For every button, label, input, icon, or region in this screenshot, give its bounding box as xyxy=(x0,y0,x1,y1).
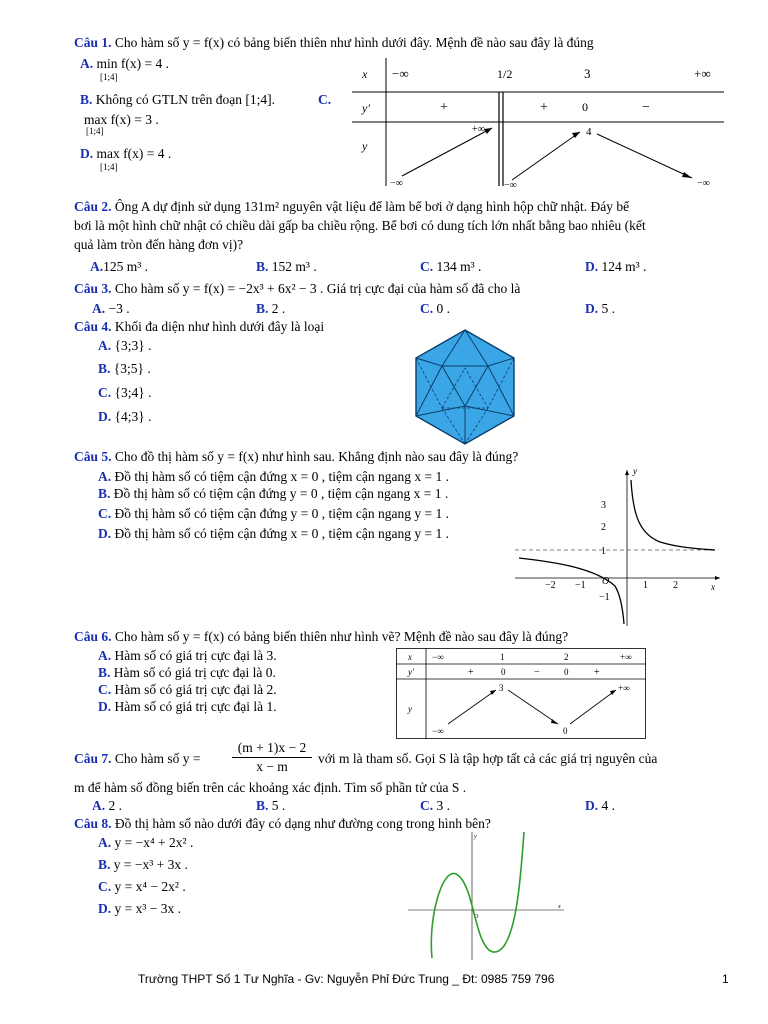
q3-label: Câu 3. xyxy=(74,281,112,296)
q5-option-d xyxy=(98,526,449,542)
q4-label: Câu 4. xyxy=(74,319,112,334)
option-letter: D. xyxy=(98,901,112,916)
table-sign: + xyxy=(540,100,548,115)
q3-option-d xyxy=(585,301,615,317)
option-text: 124 m³ . xyxy=(601,259,647,274)
axis-label-y: y xyxy=(633,466,637,476)
option-letter: D. xyxy=(98,526,112,541)
option-letter: A. xyxy=(90,259,104,274)
option-letter: C. xyxy=(98,506,112,521)
option-letter: C. xyxy=(420,301,434,316)
cubic-curve xyxy=(431,832,524,958)
table-x-value: +∞ xyxy=(694,66,711,81)
option-text: max f(x) = 4 . xyxy=(96,146,172,161)
tick-x: 2 xyxy=(673,580,678,591)
table-y-value: 4 xyxy=(586,126,592,138)
table-sign: − xyxy=(642,100,650,115)
option-text: 3 . xyxy=(436,798,450,813)
option-text: 134 m³ . xyxy=(436,259,482,274)
option-text: {3;5} . xyxy=(113,361,151,376)
table-x-value: −∞ xyxy=(432,652,444,662)
q6-option-c xyxy=(98,682,277,698)
option-text: y = −x⁴ + 2x² . xyxy=(114,835,194,850)
table-y-value: −∞ xyxy=(390,178,403,189)
q2-text-2: bơi là một hình chữ nhật có chiều dài gấp ba chiều rộng. Bể bơi có dung tích lớn nhất bằng bao nhiêu (kết xyxy=(74,218,646,233)
icosahedron-figure xyxy=(406,328,524,446)
table-sign: + xyxy=(468,667,474,678)
tick-x: 1 xyxy=(643,580,648,591)
axis-label-x: x xyxy=(711,582,715,592)
table-x-value: +∞ xyxy=(620,652,632,662)
axis-label-x: x xyxy=(558,904,561,910)
option-text: Đồ thị hàm số có tiệm cận đứng x = 0 , tiệm cận ngang x = 1 . xyxy=(114,469,449,484)
option-letter: C. xyxy=(98,682,112,697)
option-letter: A. xyxy=(98,835,112,850)
option-text: 2 . xyxy=(271,301,286,316)
tick-y: 1 xyxy=(601,546,606,557)
q7-option-d xyxy=(585,798,615,814)
curve-right-branch xyxy=(631,480,715,550)
option-letter: A. xyxy=(98,338,112,353)
option-text: 5 . xyxy=(601,301,615,316)
table-y-value: 0 xyxy=(563,726,568,736)
q5-graph xyxy=(515,466,725,626)
option-letter: C. xyxy=(98,385,112,400)
tick-y: 2 xyxy=(601,522,606,533)
q8-option-d xyxy=(98,901,181,917)
q4-option-c xyxy=(98,385,151,401)
table-x-value: 3 xyxy=(584,66,591,81)
q3-stem xyxy=(74,281,520,297)
q5-option-b xyxy=(98,486,448,502)
q2-text-1: Ông A dự định sử dụng 131m² nguyên vật liệu để làm bể bơi ở dạng hình hộp chữ nhật. Đáy bể xyxy=(114,199,630,214)
table-x-value: 2 xyxy=(564,652,569,662)
q1-variation-table xyxy=(352,58,724,190)
option-letter: C. xyxy=(420,798,434,813)
table-row-y: y xyxy=(408,704,412,714)
q6-variation-table xyxy=(396,648,646,740)
table-sign: + xyxy=(594,667,600,678)
option-text: min f(x) = 4 . xyxy=(96,56,169,71)
q2-label: Câu 2. xyxy=(74,199,112,214)
option-text: y = x³ − 3x . xyxy=(114,901,182,916)
q3-option-a xyxy=(92,301,130,317)
q4-text: Khối đa diện như hình dưới đây là loại xyxy=(114,319,325,334)
option-letter: A. xyxy=(92,798,106,813)
q7-text-2: m để hàm số đồng biến trên các khoảng xác định. Tìm số phần tử của S . xyxy=(74,780,467,795)
q7-stem-pre xyxy=(74,751,201,767)
q6-option-d xyxy=(98,699,277,715)
option-letter: C. xyxy=(420,259,434,274)
table-x-value: 1 xyxy=(500,652,505,662)
option-text: Hàm số có giá trị cực đại là 1. xyxy=(114,699,277,714)
option-text: Đồ thị hàm số có tiệm cận đứng y = 0 , tiệm cận ngang x = 1 . xyxy=(113,486,449,501)
q1-c-sub: [1;4] xyxy=(86,126,104,136)
option-text: Đồ thị hàm số có tiệm cận đứng x = 0 , tiệm cận ngang y = 1 . xyxy=(114,526,449,541)
table-row-y: y xyxy=(362,139,368,153)
curve-left-branch xyxy=(519,558,624,624)
q1-d-sub: [1;4] xyxy=(100,162,118,172)
q2-option-d xyxy=(585,259,646,275)
q1-option-d xyxy=(80,146,171,162)
q7-text-pre: Cho hàm số y = xyxy=(114,751,201,766)
option-text: y = x⁴ − 2x² . xyxy=(114,879,186,894)
table-sign: − xyxy=(534,667,540,678)
option-letter: D. xyxy=(80,146,94,161)
q6-stem xyxy=(74,629,568,645)
q1-option-a xyxy=(80,56,169,72)
q4-stem xyxy=(74,319,324,335)
q6-text: Cho hàm số y = f(x) có bảng biến thiên như hình vẽ? Mệnh đề nào sau đây là đúng? xyxy=(114,629,569,644)
q5-text: Cho đồ thị hàm số y = f(x) như hình sau. Khẳng định nào sau đây là đúng? xyxy=(114,449,519,464)
q7-option-c xyxy=(420,798,450,814)
option-text: {3;3} . xyxy=(114,338,152,353)
option-letter: D. xyxy=(585,301,599,316)
option-text: −3 . xyxy=(108,301,130,316)
tick-x: −1 xyxy=(575,580,586,591)
q2-option-c xyxy=(420,259,481,275)
footer-text: Trường THPT Số 1 Tư Nghĩa - Gv: Nguyễn Phỉ Đức Trung _ Đt: 0985 759 796 xyxy=(138,972,555,986)
option-text: 125 m³ . xyxy=(103,259,149,274)
q8-option-a xyxy=(98,835,193,851)
option-text: {3;4} . xyxy=(114,385,152,400)
option-letter: D. xyxy=(585,259,599,274)
q8-label: Câu 8. xyxy=(74,816,112,831)
table-y-value: −∞ xyxy=(697,178,710,189)
table-sign: 0 xyxy=(564,667,569,677)
table-sign: 0 xyxy=(582,100,588,114)
q5-option-a xyxy=(98,469,449,485)
fraction-numerator: (m + 1)x − 2 xyxy=(232,740,312,758)
q6-option-a xyxy=(98,648,277,664)
q1-option-c-text: max f(x) = 3 . xyxy=(84,112,159,127)
option-text: Hàm số có giá trị cực đại là 3. xyxy=(114,648,277,663)
option-text: 4 . xyxy=(601,798,615,813)
table-x-value: −∞ xyxy=(392,66,409,81)
q1-stem xyxy=(74,35,594,51)
option-letter: B. xyxy=(256,301,269,316)
table-row-x: x xyxy=(362,67,368,81)
q5-label: Câu 5. xyxy=(74,449,112,464)
option-letter: B. xyxy=(256,798,269,813)
fraction-denominator: x − m xyxy=(256,759,288,774)
q8-graph xyxy=(408,828,568,960)
table-y-value: +∞ xyxy=(472,124,485,135)
option-letter: B. xyxy=(98,857,111,872)
q4-option-a xyxy=(98,338,151,354)
q3-text: Cho hàm số y = f(x) = −2x³ + 6x² − 3 . Giá trị cực đại của hàm số đã cho là xyxy=(114,281,521,296)
option-letter: C. xyxy=(318,92,332,107)
table-row-x: x xyxy=(408,652,412,662)
option-letter: B. xyxy=(98,361,111,376)
option-letter: A. xyxy=(98,648,112,663)
option-letter: B. xyxy=(256,259,269,274)
option-letter: A. xyxy=(92,301,106,316)
table-sign: + xyxy=(440,100,448,115)
option-text: Hàm số có giá trị cực đại là 2. xyxy=(114,682,277,697)
option-letter: B. xyxy=(98,665,111,680)
origin-label: O xyxy=(474,914,479,920)
option-text: {4;3} . xyxy=(114,409,152,424)
q2-option-b xyxy=(256,259,317,275)
tick-x: −2 xyxy=(545,580,556,591)
option-text: Không có GTLN trên đoạn [1;4]. xyxy=(95,92,275,107)
tick-y: 3 xyxy=(601,500,606,511)
q1-option-b xyxy=(80,92,275,108)
option-letter: D. xyxy=(98,409,112,424)
table-y-value: −∞ xyxy=(504,180,517,190)
q2-option-a xyxy=(90,259,148,275)
q6-label: Câu 6. xyxy=(74,629,112,644)
q2-text-3: quả làm tròn đến hàng đơn vị)? xyxy=(74,237,244,252)
option-letter: D. xyxy=(585,798,599,813)
q5-stem xyxy=(74,449,518,465)
table-row-yprime: y′ xyxy=(408,667,414,677)
option-letter: A. xyxy=(80,56,94,71)
option-text: 0 . xyxy=(436,301,450,316)
table-x-value: 1/2 xyxy=(497,67,513,81)
q3-option-c xyxy=(420,301,450,317)
option-text: 5 . xyxy=(271,798,286,813)
q1-option-c-letter xyxy=(318,92,331,108)
q8-text: Đồ thị hàm số nào dưới đây có dạng như đường cong trong hình bên? xyxy=(114,816,491,831)
table-sign: 0 xyxy=(501,667,506,677)
q2-stem xyxy=(74,199,629,215)
q8-option-b xyxy=(98,857,188,873)
option-letter: B. xyxy=(98,486,111,501)
q1-text: Cho hàm số y = f(x) có bảng biến thiên như hình dưới đây. Mệnh đề nào sau đây là đúng xyxy=(114,35,594,50)
q4-option-d xyxy=(98,409,151,425)
q5-option-c xyxy=(98,506,449,522)
q6-option-b xyxy=(98,665,276,681)
option-letter: A. xyxy=(98,469,112,484)
page-number: 1 xyxy=(722,972,729,986)
option-text: 152 m³ . xyxy=(271,259,317,274)
axis-label-y: y xyxy=(474,834,477,840)
table-row-yprime: y′ xyxy=(362,101,370,115)
table-y-value: 3 xyxy=(499,683,504,693)
option-text: Đồ thị hàm số có tiệm cận đứng y = 0 , tiệm cận ngang y = 1 . xyxy=(114,506,449,521)
option-letter: D. xyxy=(98,699,112,714)
origin-label: O xyxy=(602,576,610,587)
q7-option-a xyxy=(92,798,122,814)
tick-y: −1 xyxy=(599,592,610,603)
q8-option-c xyxy=(98,879,186,895)
q7-option-b xyxy=(256,798,285,814)
option-text: Hàm số có giá trị cực đại là 0. xyxy=(113,665,276,680)
q3-option-b xyxy=(256,301,285,317)
q7-label: Câu 7. xyxy=(74,751,112,766)
q4-option-b xyxy=(98,361,151,377)
q7-fraction xyxy=(232,740,312,775)
option-text: 2 . xyxy=(108,798,122,813)
option-text: y = −x³ + 3x . xyxy=(113,857,188,872)
option-letter: C. xyxy=(98,879,112,894)
q7-text-post: với m là tham số. Gọi S là tập hợp tất cả các giá trị nguyên của xyxy=(318,751,658,766)
table-y-value: −∞ xyxy=(432,726,444,736)
option-letter: B. xyxy=(80,92,93,107)
q1-label: Câu 1. xyxy=(74,35,112,50)
q1-a-sub: [1;4] xyxy=(100,72,118,82)
table-y-value: +∞ xyxy=(618,683,630,693)
